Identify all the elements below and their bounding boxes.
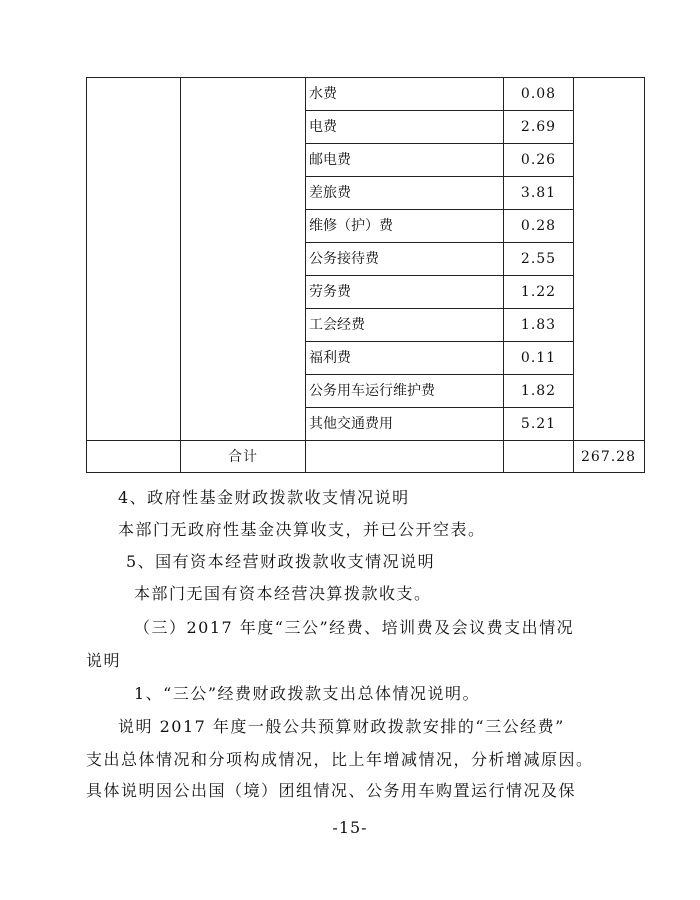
item-name: 电费 bbox=[306, 111, 504, 144]
body-paragraph: 支出总体情况和分项构成情况，比上年增减情况，分析增减原因。 bbox=[86, 750, 594, 769]
subsection-heading: 1、“三公”经费财政拨款支出总体情况说明。 bbox=[134, 684, 481, 703]
section-heading-continuation: 说明 bbox=[86, 651, 122, 670]
item-name: 水费 bbox=[306, 78, 504, 111]
item-value: 1.83 bbox=[504, 309, 574, 342]
item-name: 其他交通费用 bbox=[306, 408, 504, 441]
section-heading-government-fund: 4、政府性基金财政拨款收支情况说明 bbox=[118, 488, 410, 507]
empty-cell bbox=[87, 78, 181, 441]
item-name: 工会经费 bbox=[306, 309, 504, 342]
item-value: 1.82 bbox=[504, 375, 574, 408]
item-value: 0.26 bbox=[504, 144, 574, 177]
item-value: 0.28 bbox=[504, 210, 574, 243]
item-value: 0.08 bbox=[504, 78, 574, 111]
total-label: 合计 bbox=[181, 441, 306, 473]
item-value: 5.21 bbox=[504, 408, 574, 441]
item-name: 福利费 bbox=[306, 342, 504, 375]
item-value: 2.69 bbox=[504, 111, 574, 144]
item-name: 差旅费 bbox=[306, 177, 504, 210]
table-row bbox=[87, 78, 645, 111]
item-value: 2.55 bbox=[504, 243, 574, 276]
section-heading-three-public: （三）2017 年度“三公”经费、培训费及会议费支出情况 bbox=[134, 618, 575, 637]
body-paragraph: 本部门无政府性基金决算收支，并已公开空表。 bbox=[118, 520, 486, 539]
item-name: 劳务费 bbox=[306, 276, 504, 309]
empty-cell bbox=[574, 78, 645, 441]
body-paragraph: 具体说明因公出国（境）团组情况、公务用车购置运行情况及保 bbox=[86, 781, 577, 800]
item-name: 邮电费 bbox=[306, 144, 504, 177]
page-number: -15- bbox=[332, 818, 368, 837]
empty-cell bbox=[181, 78, 306, 441]
body-paragraph: 本部门无国有资本经营决算拨款收支。 bbox=[134, 584, 432, 603]
empty-cell bbox=[504, 441, 574, 473]
total-row bbox=[87, 441, 645, 473]
expense-table bbox=[86, 77, 645, 473]
empty-cell bbox=[306, 441, 504, 473]
item-value: 3.81 bbox=[504, 177, 574, 210]
item-value: 1.22 bbox=[504, 276, 574, 309]
body-paragraph: 说明 2017 年度一般公共预算财政拨款安排的“三公经费” bbox=[118, 717, 565, 736]
item-name: 公务接待费 bbox=[306, 243, 504, 276]
item-name: 维修（护）费 bbox=[306, 210, 504, 243]
item-value: 0.11 bbox=[504, 342, 574, 375]
expense-table-body bbox=[87, 78, 645, 473]
section-heading-state-capital: 5、国有资本经营财政拨款收支情况说明 bbox=[126, 552, 436, 571]
empty-cell bbox=[87, 441, 181, 473]
total-value: 267.28 bbox=[574, 441, 645, 473]
item-name: 公务用车运行维护费 bbox=[306, 375, 504, 408]
